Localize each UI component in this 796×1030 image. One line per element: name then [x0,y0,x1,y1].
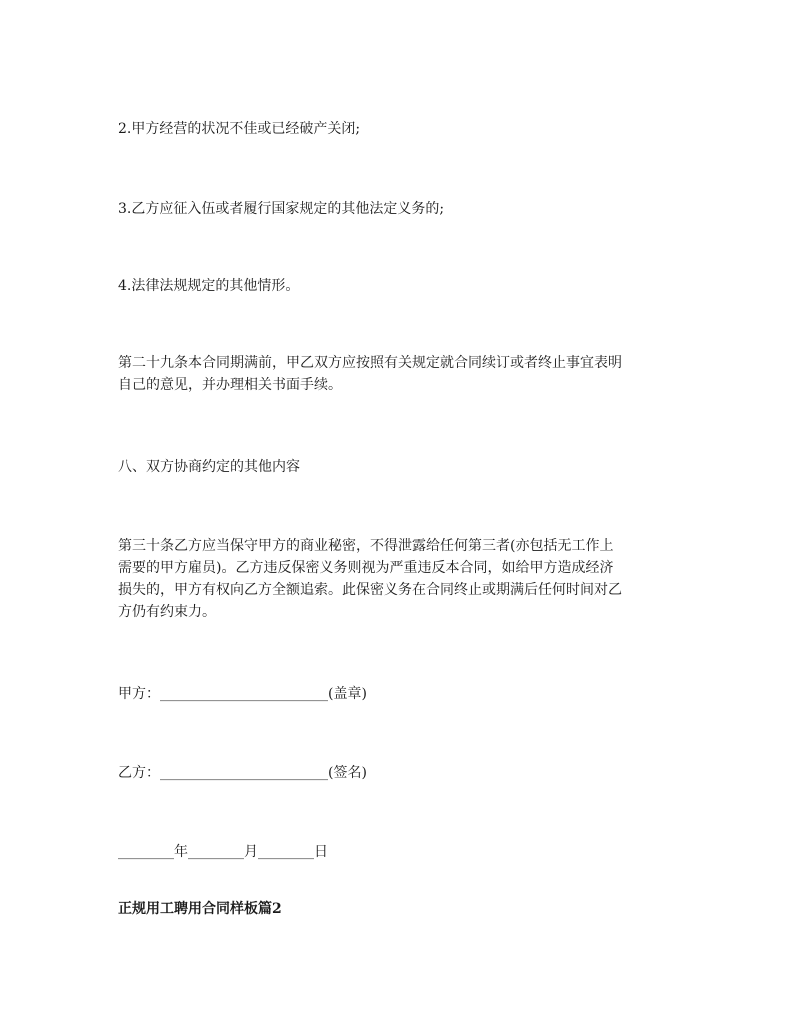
clause-line: 2.甲方经营的状况不佳或已经破产关闭; [118,121,361,137]
date-text: ________年________月________日 [118,844,328,860]
clause-item-2 [118,118,680,140]
section-8-title [118,456,680,478]
article-line: 第三十条乙方应当保守甲方的商业秘密，不得泄露给任何第三者(亦包括无工作上 [118,538,614,554]
clause-item-3 [118,198,680,220]
signature-line: 甲方：________________________(盖章) [118,686,367,702]
clause-line: 4.法律法规规定的其他情形。 [118,278,300,294]
clause-item-4 [118,275,680,297]
article-29 [118,352,680,396]
party-b-signature [118,762,680,784]
signature-line: 乙方：________________________(签名) [118,765,367,781]
section-title-line: 八、双方协商约定的其他内容 [118,459,300,475]
article-line: 第二十九条本合同期满前，甲乙双方应按照有关规定就合同续订或者终止事宜表明 [118,355,622,371]
article-line: 损失的，甲方有权向乙方全额追索。此保密义务在合同终止或期满后任何时间对乙 [118,582,622,598]
article-line: 方仍有约束力。 [118,604,216,620]
clause-line: 3.乙方应征入伍或者履行国家规定的其他法定义务的; [118,201,445,217]
next-title-text: 正规用工聘用合同样板篇2 [118,901,282,917]
article-line: 需要的甲方雇员)。乙方违反保密义务则视为严重违反本合同，如给甲方造成经济 [118,560,614,576]
date-line [118,841,680,863]
article-line: 自己的意见，并办理相关书面手续。 [118,377,342,393]
next-section-title [118,898,680,920]
article-30 [118,535,680,623]
party-a-signature [118,683,680,705]
